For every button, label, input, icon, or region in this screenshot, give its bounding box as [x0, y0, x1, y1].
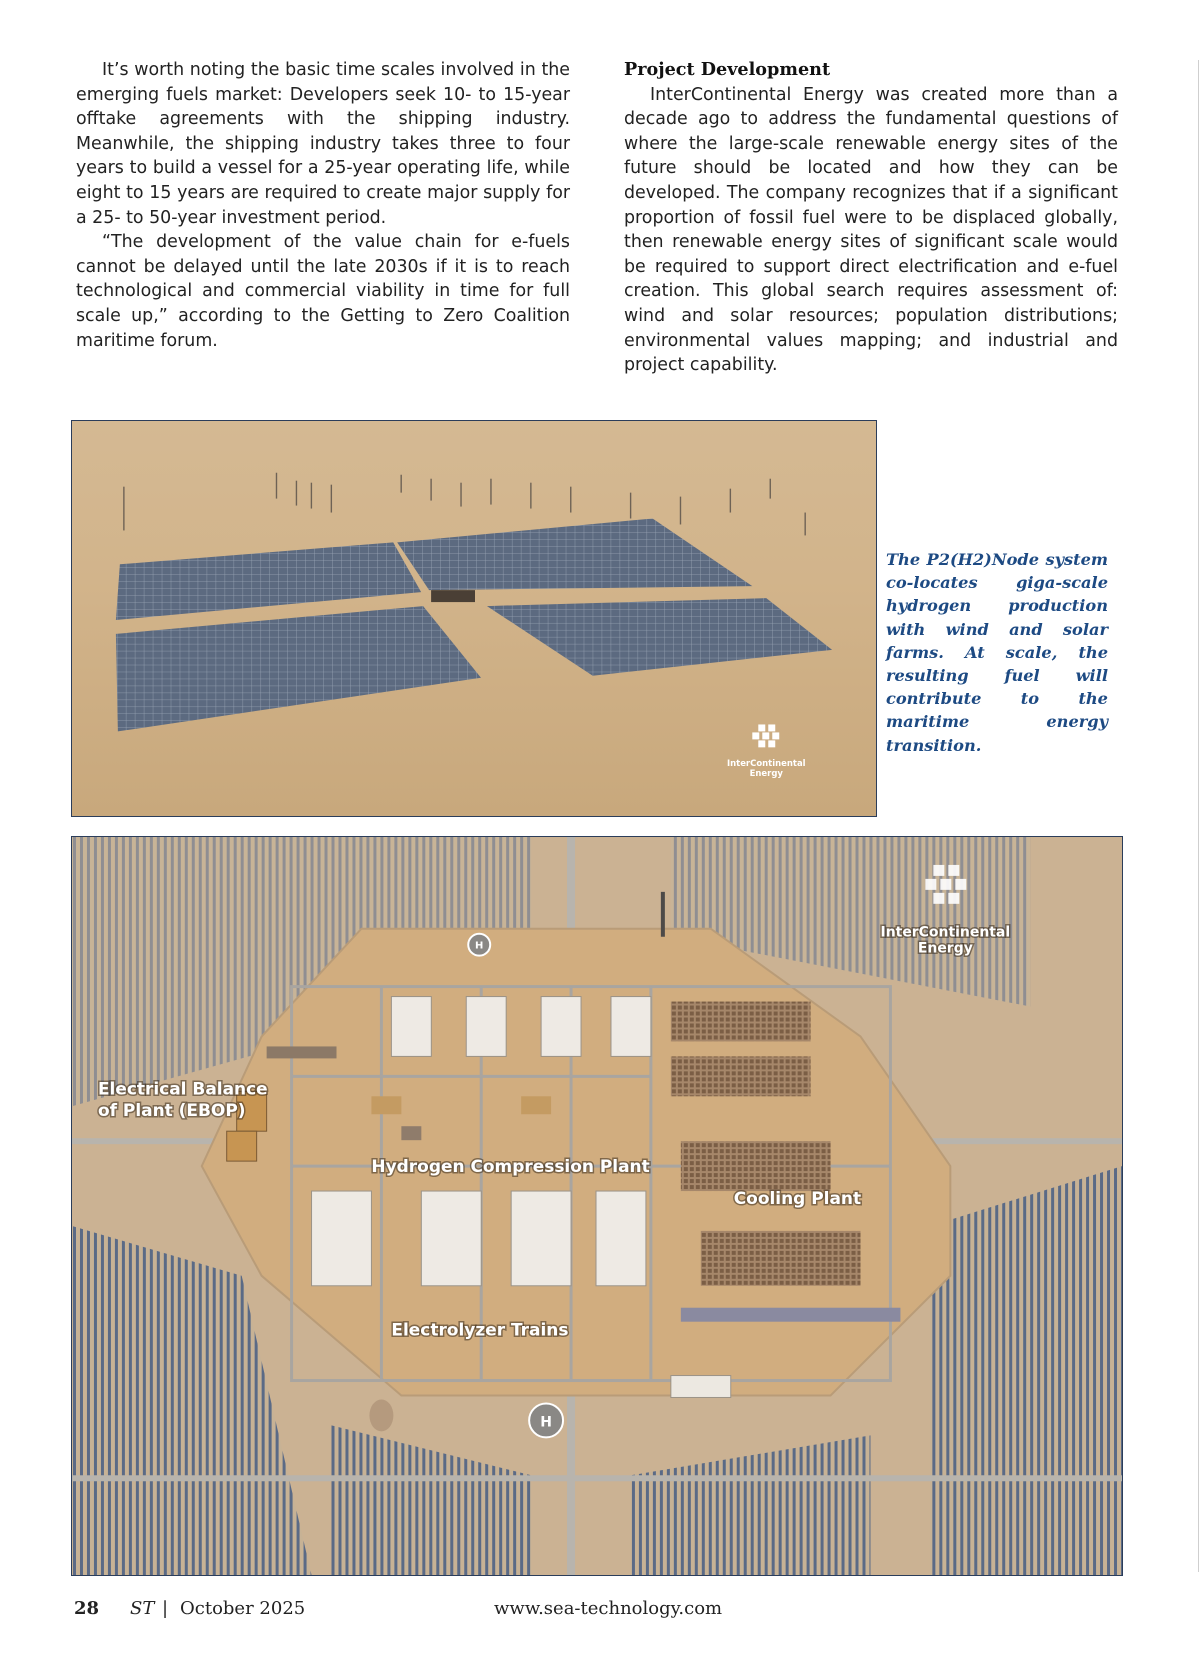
helipad-bottom: [529, 1403, 563, 1437]
electrolyzer-buildings: [312, 1191, 646, 1286]
central-compound: [431, 590, 475, 602]
label-cooling-plant: Cooling Plant: [733, 1188, 862, 1209]
section-heading: Project Development: [624, 59, 831, 80]
paragraph: “The development of the value chain for e-fuels cannot be delayed until the late 2030s if it is to reach technological and commercial viability in time for full scale up,” according to the Getting to Zero Coalition maritime forum.: [76, 232, 570, 351]
issue-date: October 2025: [180, 1598, 306, 1619]
helipad-top: [468, 934, 490, 956]
figure-solar-farm-aerial: [71, 420, 877, 817]
svg-text:H: H: [540, 1414, 552, 1431]
page-edge-rule: [1198, 60, 1199, 1572]
article-column-right: [624, 58, 1118, 378]
paragraph: InterContinental Energy was created more than a decade ago to address the fundamental questions of where the large-scale renewable energy sites of the future should be located and how they can be developed. The company recognizes that if a significant proportion of fossil fuel were to be displaced globally, then renewable energy sites of significant scale would be required to support direct electrification and e-fuel creation. This global search requires assessment of: wind and solar resources; population distributions; environmental values mapping; and industrial and project capability.: [624, 84, 1118, 376]
page-number: 28: [74, 1598, 100, 1619]
footer-separator: |: [162, 1598, 169, 1619]
solar-farm-render: [72, 421, 876, 816]
website-url: www.sea-technology.com: [494, 1598, 723, 1619]
page-footer: [74, 1598, 1134, 1624]
logo-text-line1: InterContinental: [726, 758, 806, 769]
logo-text-line2: Energy: [917, 940, 973, 957]
label-electrolyzer-trains: Electrolyzer Trains: [391, 1319, 569, 1340]
logo-text-line2: Energy: [749, 768, 783, 779]
label-ebop-line1: Electrical Balance: [97, 1078, 268, 1099]
label-ebop-line2: of Plant (EBOP): [97, 1100, 246, 1121]
figure-plant-layout: [71, 836, 1123, 1576]
article-column-left: [76, 58, 570, 353]
svg-text:H: H: [475, 940, 484, 952]
magazine-abbrev: ST: [130, 1598, 155, 1619]
label-hydrogen-compression: Hydrogen Compression Plant: [371, 1156, 650, 1177]
plant-layout-render: [72, 837, 1122, 1575]
paragraph: It’s worth noting the basic time scales involved in the emerging fuels market: Developers seek 10- to 15-year offtake agreements with the shipping industry. Meanwhile, the shipping industry takes three to four years to build a vessel for a 25-year operating life, while eight to 15 years are required to create major supply for a 25- to 50-year investment period.: [76, 60, 570, 228]
figure-caption: The P2(H2)Node system co-locates giga-scale hydrogen production with wind and solar farms. At scale, the resulting fuel will contribute to the maritime energy transition.: [886, 550, 1108, 755]
logo-text-line1: InterContinental: [880, 924, 1011, 941]
